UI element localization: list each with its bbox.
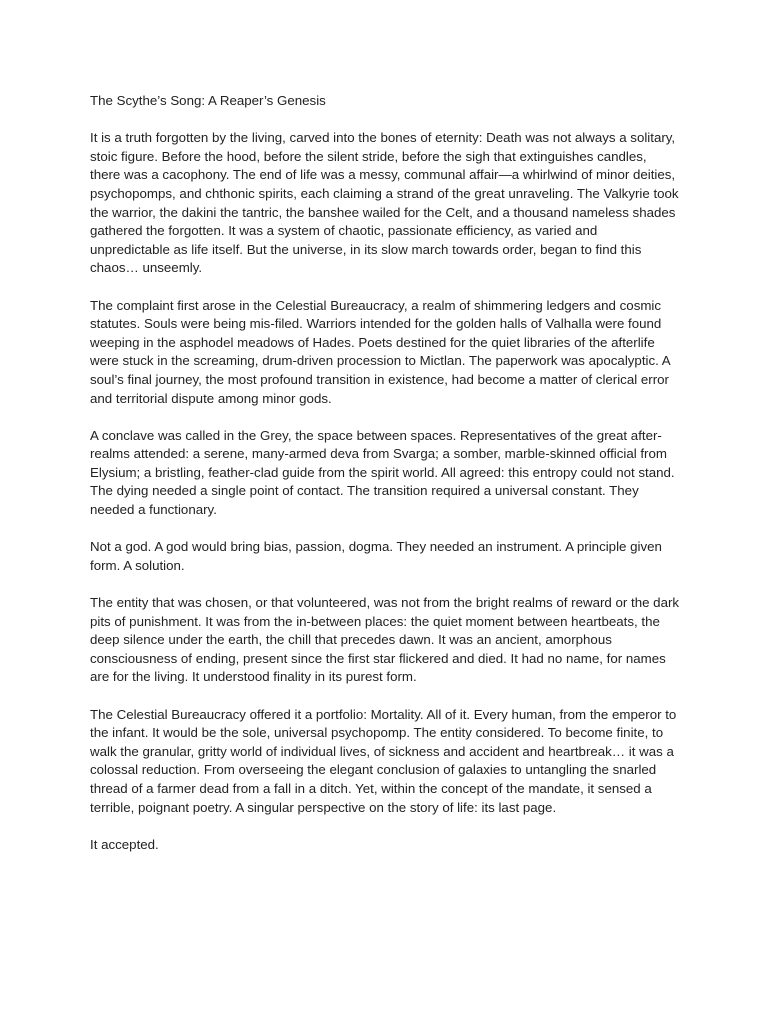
- document-title: The Scythe’s Song: A Reaper’s Genesis: [90, 93, 326, 108]
- paragraph-4: Not a god. A god would bring bias, passion, dogma. They needed an instrument. A principle given form. A solution.: [90, 539, 662, 573]
- paragraph-6: The Celestial Bureaucracy offered it a portfolio: Mortality. All of it. Every human, from the emperor to the infant. It would be the sole, universal psychopomp. The entity considered. To become finite, to walk the granular, gritty world of individual lives, of sickness and accident and heartbreak… it was a colossal reduction. From overseeing the elegant conclusion of galaxies to untangling the snarled thread of a farmer dead from a fall in a ditch. Yet, within the concept of the mandate, it sensed a terrible, poignant poetry. A singular perspective on the story of life: its last page.: [90, 706, 677, 815]
- paragraph-3: A conclave was called in the Grey, the space between spaces. Representatives of the great after-realms attended: a serene, many-armed deva from Svarga; a somber, marble-skinned official from Elysium; a bristling, feather-clad guide from the spirit world. All agreed: this entropy could not stand. The dying needed a single point of contact. The transition required a universal constant. They needed a functionary.: [90, 427, 675, 518]
- document-body: [90, 92, 680, 873]
- paragraph-1: It is a truth forgotten by the living, carved into the bones of eternity: Death was not always a solitary, stoic figure. Before the hood, before the silent stride, before the sigh that extinguishes candles, there was a cacophony. The end of life was a messy, communal affair—a whirlwind of minor deities, psychopomps, and chthonic spirits, each claiming a strand of the great unraveling. The Valkyrie took the warrior, the dakini the tantric, the banshee wailed for the Celt, and a thousand nameless shades gathered the forgotten. It was a system of chaotic, passionate efficiency, as varied and unpredictable as life itself. But the universe, in its slow march towards order, began to find this chaos… unseemly.: [90, 130, 679, 276]
- paragraph-5: The entity that was chosen, or that volunteered, was not from the bright realms of reward or the dark pits of punishment. It was from the in-between places: the quiet moment between heartbeats, the deep silence under the earth, the chill that precedes dawn. It was an ancient, amorphous consciousness of ending, present since the first star flickered and died. It had no name, for names are for the living. It understood finality in its purest form.: [90, 595, 680, 685]
- paragraph-2: The complaint first arose in the Celestial Bureaucracy, a realm of shimmering ledgers and cosmic statutes. Souls were being mis-filed. Warriors intended for the golden halls of Valhalla were found weeping in the asphodel meadows of Hades. Poets destined for the quiet libraries of the afterlife were stuck in the screaming, drum-driven procession to Mictlan. The paperwork was apocalyptic. A soul’s final journey, the most profound transition in existence, had become a matter of clerical error and territorial dispute among minor gods.: [90, 297, 670, 406]
- paragraph-7: It accepted.: [90, 836, 159, 852]
